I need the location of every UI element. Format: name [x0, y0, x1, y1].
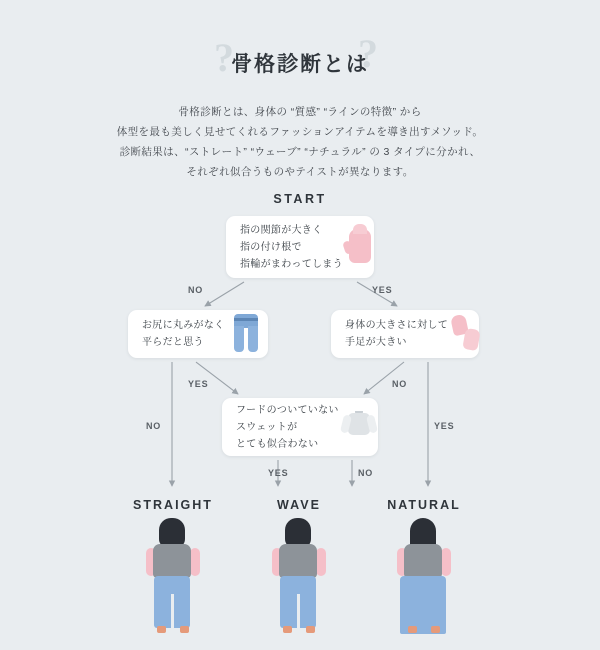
- intro-line-1: 骨格診断とは、身体の “質感” “ラインの特徴” から: [178, 106, 422, 118]
- question-card-q2[interactable]: [128, 310, 268, 358]
- question-card-q1-line-1: 指の関節が大きく: [240, 224, 323, 236]
- question-card-q1-text: [240, 222, 343, 273]
- intro-line-4: それぞれ似合うものやテイストが異なります。: [186, 166, 414, 178]
- jeans-illustration-icon: [228, 312, 262, 356]
- result-label-wave[interactable]: WAVE: [277, 498, 321, 512]
- question-card-q3-text: [345, 317, 448, 351]
- edge-label-q1-yes: YES: [372, 285, 393, 295]
- question-card-q4-text: [236, 402, 339, 453]
- figure-natural: [374, 518, 474, 638]
- question-card-q2-text: [142, 317, 224, 351]
- question-card-q1-line-3: 指輪がまわってしまう: [240, 258, 343, 270]
- question-card-q1-line-2: 指の付け根で: [240, 241, 302, 253]
- edge-label-q4-yes: YES: [268, 468, 289, 478]
- figure-wave: [249, 518, 349, 638]
- figure-straight: [123, 518, 223, 638]
- hand-illustration-icon: [343, 225, 377, 269]
- hand-foot-illustration-icon: [448, 312, 482, 356]
- sweatshirt-illustration-icon: [339, 407, 379, 447]
- question-card-q4-line-1: フードのついていない: [236, 404, 339, 416]
- edge-label-q4-no: NO: [358, 468, 374, 478]
- question-card-q3-line-2: 手足が大きい: [345, 337, 407, 348]
- question-card-q4-line-3: とても似合わない: [236, 438, 319, 450]
- page-title: [0, 31, 600, 88]
- question-card-q4[interactable]: [222, 398, 378, 456]
- intro-paragraph: [0, 102, 600, 182]
- intro-line-3: 診断結果は、“ストレート” “ウェーブ” “ナチュラル” の 3 タイプに分かれ、: [119, 146, 481, 158]
- question-mark-left-icon: ?: [214, 35, 234, 80]
- question-card-q3-line-1: 身体の大きさに対して: [345, 320, 448, 331]
- question-card-q4-line-2: スウェットが: [236, 421, 298, 433]
- intro-line-2: 体型を最も美しく見せてくれるファッションアイテムを導き出すメソッド。: [116, 126, 484, 138]
- question-card-q3[interactable]: [331, 310, 479, 358]
- flowchart-start-label: START: [273, 192, 327, 206]
- result-label-natural[interactable]: NATURAL: [387, 498, 461, 512]
- result-label-straight[interactable]: STRAIGHT: [133, 498, 213, 512]
- question-card-q2-line-2: 平らだと思う: [142, 337, 204, 348]
- edge-label-q1-no: NO: [188, 285, 204, 295]
- edge-label-q2-yes: YES: [188, 379, 209, 389]
- edge-label-q3-yes: YES: [434, 421, 455, 431]
- page-title-text: 骨格診断とは: [231, 53, 369, 76]
- edge-label-q3-no: NO: [392, 379, 408, 389]
- question-card-q2-line-1: お尻に丸みがなく: [142, 320, 225, 331]
- question-card-q1[interactable]: [226, 216, 374, 278]
- edge-label-q2-no: NO: [146, 421, 162, 431]
- question-mark-right-icon: ?: [358, 31, 378, 76]
